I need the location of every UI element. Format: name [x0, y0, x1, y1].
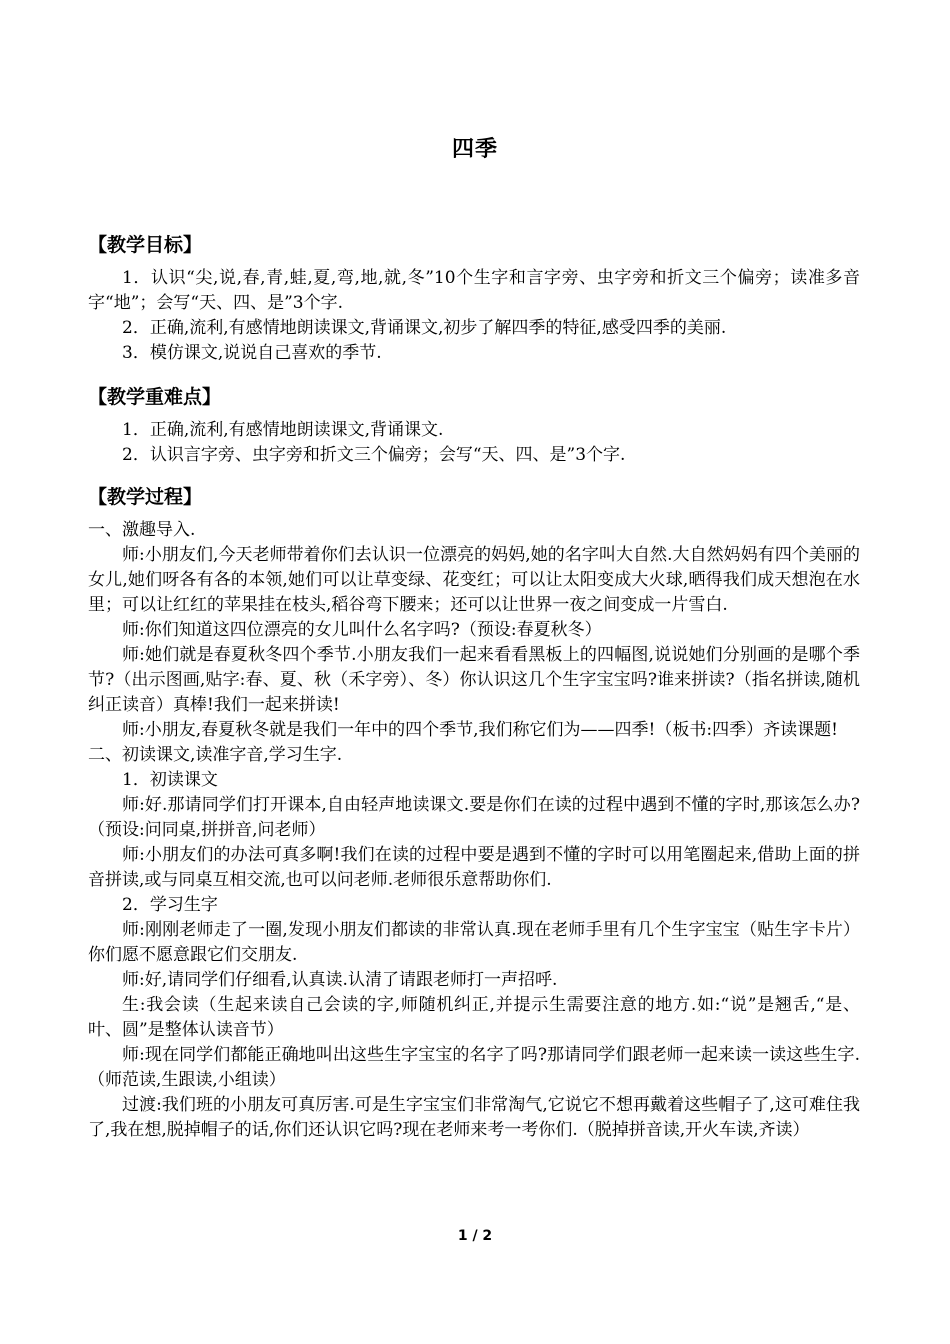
- process-paragraph: 过渡:我们班的小朋友可真厉害.可是生字宝宝们非常淘气,它说它不想再戴着这些帽子了,这可难住我了,我在想,脱掉帽子的话,你们还认识它吗?现在老师来考一考你们.（脱掉拼音读,开火车读,齐读）: [88, 1095, 860, 1140]
- process-paragraph: 二、初读课文,读准字音,学习生字.: [88, 745, 343, 765]
- section-keypoints: [88, 384, 860, 468]
- process-paragraph: 一、激趣导入.: [88, 520, 196, 540]
- process-paragraph: 生:我会读（生起来读自己会读的字,师随机纠正,并提示生需要注意的地方.如:“说”是翘舌,“是、叶、圆”是整体认读音节）: [88, 995, 860, 1040]
- process-paragraph: 2．学习生字: [122, 895, 218, 915]
- process-paragraph: 师:刚刚老师走了一圈,发现小朋友们都读的非常认真.现在老师手里有几个生字宝宝（贴生字卡片）你们愿不愿意跟它们交朋友.: [88, 920, 860, 965]
- section-process: [88, 484, 860, 1143]
- goal-item: 2．正确,流利,有感情地朗读课文,背诵课文,初步了解四季的特征,感受四季的美丽.: [122, 318, 727, 338]
- section-goals: [88, 232, 860, 366]
- keypoint-item: 2．认识言字旁、虫字旁和折文三个偏旁；会写“天、四、是”3个字.: [122, 445, 626, 465]
- process-paragraph: 师:好.那请同学们打开课本,自由轻声地读课文.要是你们在读的过程中遇到不懂的字时,那该怎么办?（预设:问同桌,拼拼音,问老师）: [88, 795, 860, 840]
- process-paragraph: 师:小朋友们的办法可真多啊!我们在读的过程中要是遇到不懂的字时可以用笔圈起来,借助上面的拼音拼读,或与同桌互相交流,也可以问老师.老师很乐意帮助你们.: [88, 845, 860, 890]
- keypoint-item: 1．正确,流利,有感情地朗读课文,背诵课文.: [122, 420, 444, 440]
- page-number: 1 / 2: [457, 1228, 493, 1244]
- keypoints-heading: 【教学重难点】: [88, 386, 222, 408]
- goal-item: 1．认识“尖,说,春,青,蛙,夏,弯,地,就,冬”10个生字和言字旁、虫字旁和折文三个偏旁；读准多音字“地”；会写“天、四、是”3个字.: [88, 268, 860, 313]
- process-paragraph: 师:她们就是春夏秋冬四个季节.小朋友我们一起来看看黑板上的四幅图,说说她们分别画的是哪个季节?（出示图画,贴字:春、夏、秋（禾字旁）、冬）你认识这几个生字宝宝吗?谁来拼读?（指名拼读,随机纠正读音）真棒!我们一起来拼读!: [88, 645, 860, 715]
- process-paragraph: 师:好,请同学们仔细看,认真读.认清了请跟老师打一声招呼.: [122, 970, 558, 990]
- process-heading: 【教学过程】: [88, 486, 203, 508]
- process-paragraph: 师:现在同学们都能正确地叫出这些生字宝宝的名字了吗?那请同学们跟老师一起来读一读这些生字.（师范读,生跟读,小组读）: [88, 1045, 860, 1090]
- process-paragraph: 1．初读课文: [122, 770, 218, 790]
- page-title: 四季: [451, 137, 498, 162]
- goals-heading: 【教学目标】: [88, 234, 203, 256]
- goal-item: 3．模仿课文,说说自己喜欢的季节.: [122, 343, 382, 363]
- process-paragraph: 师:你们知道这四位漂亮的女儿叫什么名字吗?（预设:春夏秋冬）: [122, 620, 602, 640]
- process-paragraph: 师:小朋友,春夏秋冬就是我们一年中的四个季节,我们称它们为——四季!（板书:四季）齐读课题!: [122, 720, 838, 740]
- process-paragraph: 师:小朋友们,今天老师带着你们去认识一位漂亮的妈妈,她的名字叫大自然.大自然妈妈有四个美丽的女儿,她们呀各有各的本领,她们可以让草变绿、花变红；可以让太阳变成大火球,晒得我们成天想泡在水里；可以让红红的苹果挂在枝头,稻谷弯下腰来；还可以让世界一夜之间变成一片雪白.: [88, 545, 860, 615]
